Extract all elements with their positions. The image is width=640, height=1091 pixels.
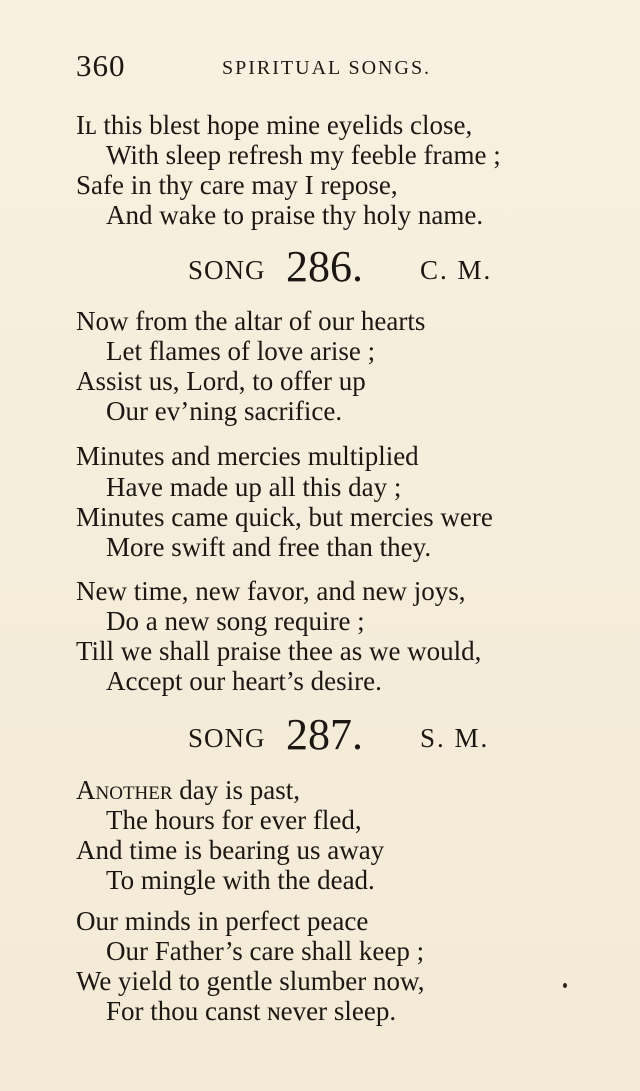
first-line-rest: day is past, bbox=[172, 775, 301, 805]
song-number: 287. bbox=[286, 710, 363, 759]
verse-line: Do a new song require ; bbox=[106, 606, 365, 636]
song-label: SONG bbox=[188, 255, 266, 285]
verse-line: More swift and free than they. bbox=[106, 532, 432, 562]
song-label: SONG bbox=[188, 723, 266, 753]
verse-line: Assist us, Lord, to offer up bbox=[76, 366, 366, 396]
first-word: Another bbox=[76, 775, 173, 805]
page-header bbox=[76, 48, 596, 88]
verse-line: Till we shall praise thee as we would, bbox=[76, 636, 482, 666]
verse-line: To mingle with the dead. bbox=[106, 865, 375, 895]
song-number: 286. bbox=[286, 242, 363, 291]
verse-line: And time is bearing us away bbox=[76, 835, 385, 865]
verse-line: For thou canst ɴever sleep. bbox=[106, 996, 397, 1026]
song-286-heading bbox=[188, 242, 548, 294]
verse-line: Iʟ this blest hope mine eyelids close, bbox=[76, 110, 473, 140]
verse-line: With sleep refresh my feeble frame ; bbox=[106, 140, 501, 170]
verse-line: Accept our heart’s desire. bbox=[106, 666, 382, 696]
ink-speck bbox=[563, 983, 567, 988]
verse-line: Now from the altar of our hearts bbox=[76, 306, 426, 336]
verse-line: We yield to gentle slumber now, bbox=[76, 966, 425, 996]
song-287-heading bbox=[188, 710, 548, 762]
verse-line: Let flames of love arise ; bbox=[106, 336, 376, 366]
verse-line: Our Father’s care shall keep ; bbox=[106, 936, 425, 966]
page-number: 360 bbox=[76, 48, 126, 83]
verse-line: Our minds in perfect peace bbox=[76, 906, 369, 936]
song-meter: C. M. bbox=[420, 255, 493, 285]
verse-line: Minutes and mercies multiplied bbox=[76, 441, 419, 471]
verse-line bbox=[76, 777, 300, 804]
running-head: SPIRITUAL SONGS. bbox=[222, 57, 432, 79]
verse-line: Our ev’ning sacrifice. bbox=[106, 396, 343, 426]
verse-line: New time, new favor, and new joys, bbox=[76, 576, 466, 606]
song-meter: S. M. bbox=[420, 723, 490, 753]
verse-line: The hours for ever fled, bbox=[106, 805, 362, 835]
verse-line: And wake to praise thy holy name. bbox=[106, 200, 484, 230]
verse-line: Have made up all this day ; bbox=[106, 472, 402, 502]
verse-line: Minutes came quick, but mercies were bbox=[76, 502, 493, 532]
verse-line: Safe in thy care may I repose, bbox=[76, 170, 398, 200]
